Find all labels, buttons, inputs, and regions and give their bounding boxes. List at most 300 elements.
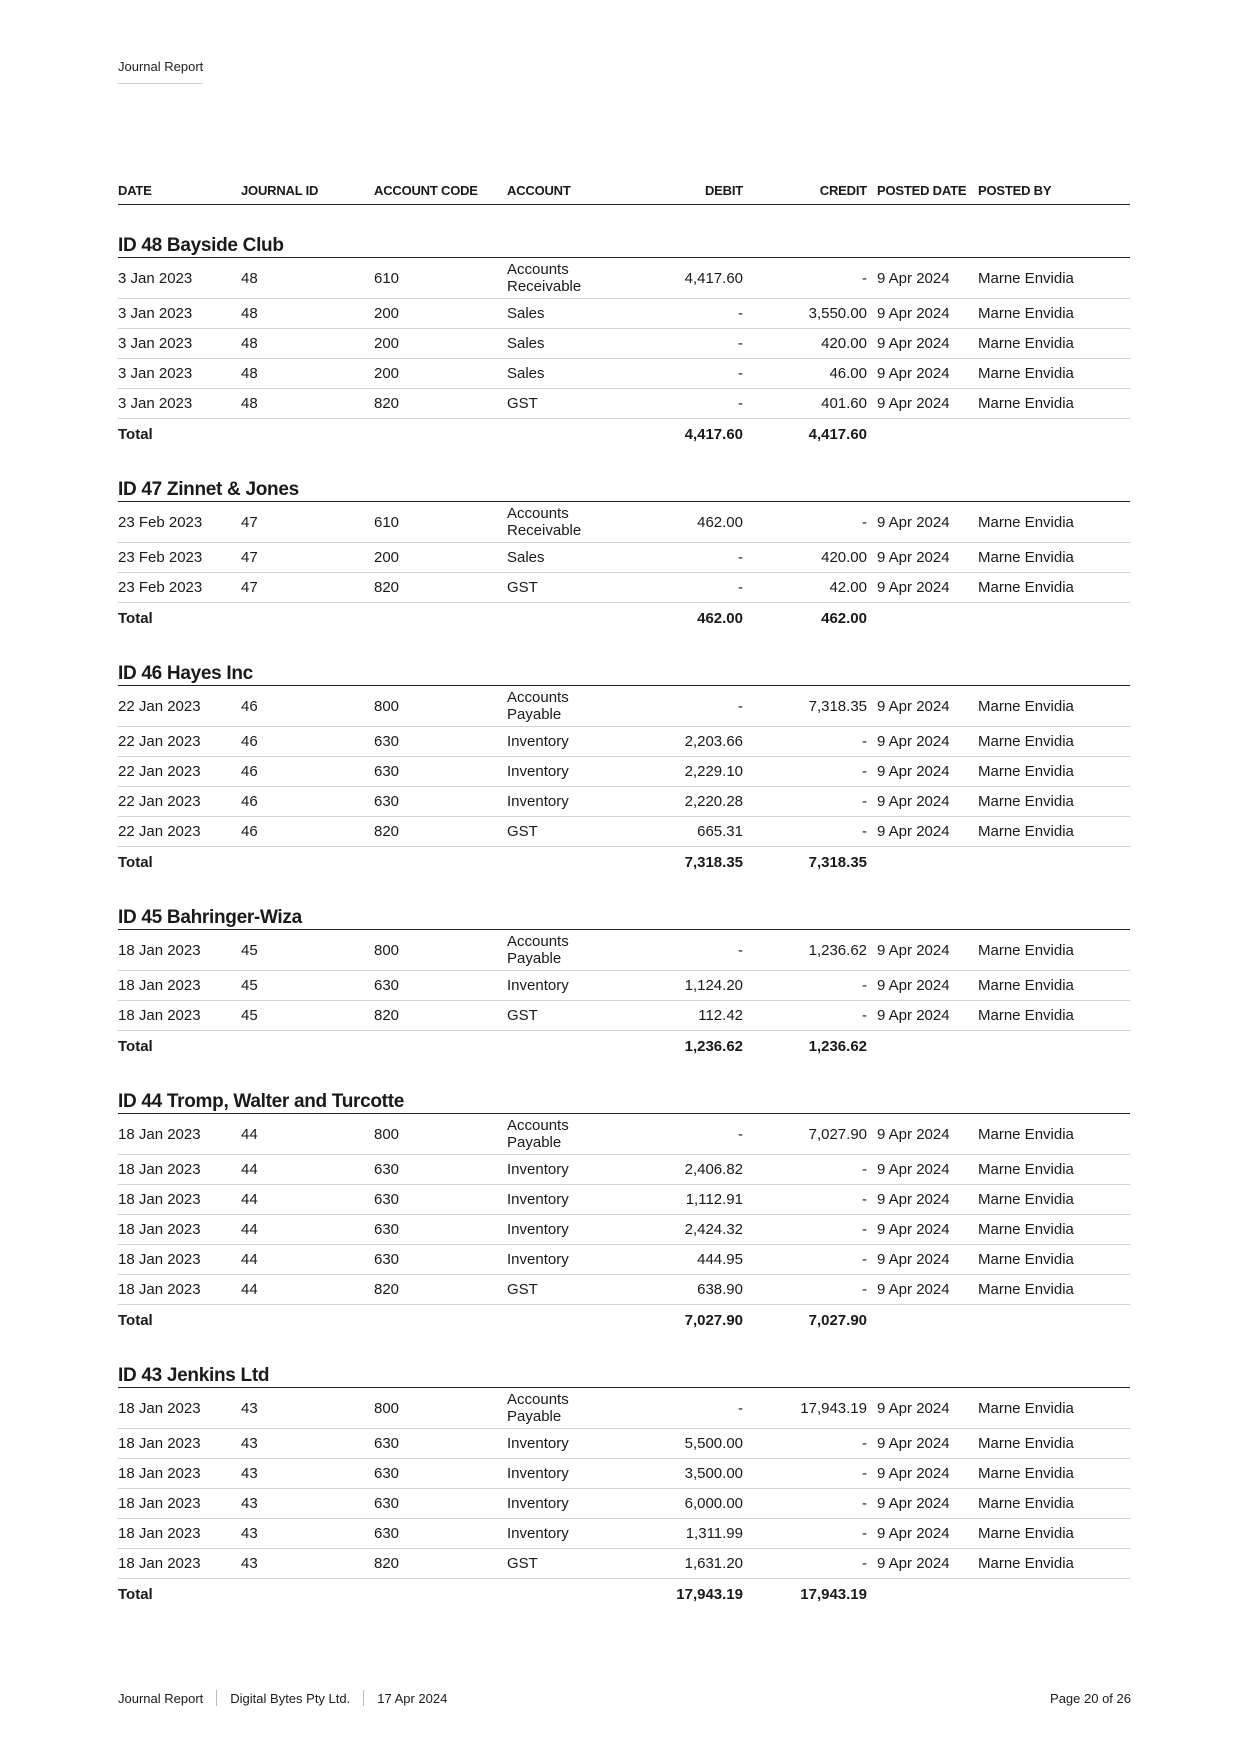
empty-cell bbox=[241, 1579, 374, 1610]
cell-credit: - bbox=[753, 1215, 877, 1245]
cell-journal-id: 48 bbox=[241, 359, 374, 389]
table-row bbox=[118, 502, 1130, 543]
column-header-journal-id: JOURNAL ID bbox=[241, 177, 374, 205]
cell-date: 23 Feb 2023 bbox=[118, 502, 241, 543]
cell-journal-id: 43 bbox=[241, 1519, 374, 1549]
cell-debit: 2,203.66 bbox=[627, 727, 753, 757]
column-header-account-code: ACCOUNT CODE bbox=[374, 177, 507, 205]
cell-journal-id: 46 bbox=[241, 787, 374, 817]
cell-posted-date: 9 Apr 2024 bbox=[877, 1001, 978, 1031]
cell-debit: 444.95 bbox=[627, 1245, 753, 1275]
cell-account: Sales bbox=[507, 359, 627, 389]
empty-cell bbox=[374, 1305, 507, 1336]
cell-account-code: 630 bbox=[374, 757, 507, 787]
table-row bbox=[118, 1429, 1130, 1459]
table-row bbox=[118, 1459, 1130, 1489]
total-row bbox=[118, 419, 1130, 450]
cell-posted-date: 9 Apr 2024 bbox=[877, 1489, 978, 1519]
empty-cell bbox=[374, 603, 507, 634]
cell-debit: - bbox=[627, 299, 753, 329]
empty-cell bbox=[241, 419, 374, 450]
table-row bbox=[118, 1114, 1130, 1155]
cell-debit: 1,631.20 bbox=[627, 1549, 753, 1579]
cell-posted-date: 9 Apr 2024 bbox=[877, 502, 978, 543]
cell-credit: - bbox=[753, 258, 877, 299]
cell-account: GST bbox=[507, 817, 627, 847]
cell-account-code: 800 bbox=[374, 930, 507, 971]
cell-posted-by: Marne Envidia bbox=[978, 1114, 1130, 1155]
cell-posted-by: Marne Envidia bbox=[978, 359, 1130, 389]
journal-group-title: ID 46 Hayes Inc bbox=[118, 633, 1130, 686]
cell-credit: - bbox=[753, 502, 877, 543]
cell-posted-date: 9 Apr 2024 bbox=[877, 258, 978, 299]
cell-posted-by: Marne Envidia bbox=[978, 1001, 1130, 1031]
cell-posted-date: 9 Apr 2024 bbox=[877, 1549, 978, 1579]
cell-credit: 42.00 bbox=[753, 573, 877, 603]
cell-posted-date: 9 Apr 2024 bbox=[877, 686, 978, 727]
journal-group-header bbox=[118, 877, 1130, 930]
cell-posted-date: 9 Apr 2024 bbox=[877, 787, 978, 817]
total-label: Total bbox=[118, 425, 153, 443]
cell-debit: - bbox=[627, 359, 753, 389]
cell-credit: - bbox=[753, 1429, 877, 1459]
empty-cell bbox=[507, 1031, 627, 1062]
cell-posted-date: 9 Apr 2024 bbox=[877, 1275, 978, 1305]
table-row bbox=[118, 329, 1130, 359]
cell-posted-date: 9 Apr 2024 bbox=[877, 1155, 978, 1185]
cell-date: 23 Feb 2023 bbox=[118, 573, 241, 603]
cell-credit: 17,943.19 bbox=[753, 1388, 877, 1429]
cell-posted-by: Marne Envidia bbox=[978, 1388, 1130, 1429]
journal-group-header bbox=[118, 205, 1130, 258]
cell-credit: - bbox=[753, 1549, 877, 1579]
cell-credit: - bbox=[753, 1459, 877, 1489]
cell-account-code: 200 bbox=[374, 543, 507, 573]
cell-journal-id: 43 bbox=[241, 1489, 374, 1519]
cell-posted-by: Marne Envidia bbox=[978, 686, 1130, 727]
table-row bbox=[118, 1215, 1130, 1245]
table-row bbox=[118, 1275, 1130, 1305]
cell-account-code: 630 bbox=[374, 1459, 507, 1489]
cell-account: Inventory bbox=[507, 1459, 627, 1489]
total-credit: 462.00 bbox=[821, 609, 867, 627]
cell-journal-id: 43 bbox=[241, 1549, 374, 1579]
cell-account: Accounts Payable bbox=[507, 1388, 627, 1429]
cell-journal-id: 47 bbox=[241, 573, 374, 603]
cell-credit: 3,550.00 bbox=[753, 299, 877, 329]
cell-account: GST bbox=[507, 389, 627, 419]
column-header-debit: DEBIT bbox=[627, 177, 753, 205]
cell-account: Inventory bbox=[507, 1489, 627, 1519]
table-row bbox=[118, 1489, 1130, 1519]
cell-account: Inventory bbox=[507, 1429, 627, 1459]
footer-date: 17 Apr 2024 bbox=[377, 1690, 448, 1706]
cell-journal-id: 45 bbox=[241, 971, 374, 1001]
empty-cell bbox=[978, 1579, 1130, 1610]
cell-date: 18 Jan 2023 bbox=[118, 1549, 241, 1579]
cell-debit: 2,406.82 bbox=[627, 1155, 753, 1185]
cell-posted-date: 9 Apr 2024 bbox=[877, 543, 978, 573]
table-row bbox=[118, 971, 1130, 1001]
total-label: Total bbox=[118, 1311, 153, 1329]
cell-posted-by: Marne Envidia bbox=[978, 1519, 1130, 1549]
cell-account: Accounts Payable bbox=[507, 930, 627, 971]
cell-account-code: 630 bbox=[374, 1519, 507, 1549]
cell-posted-by: Marne Envidia bbox=[978, 1429, 1130, 1459]
cell-credit: 7,027.90 bbox=[753, 1114, 877, 1155]
total-credit: 7,027.90 bbox=[808, 1311, 867, 1329]
footer-page-number: Page 20 of 26 bbox=[1050, 1690, 1131, 1706]
cell-credit: - bbox=[753, 787, 877, 817]
cell-account: Accounts Payable bbox=[507, 686, 627, 727]
total-label: Total bbox=[118, 1585, 153, 1603]
empty-cell bbox=[877, 1305, 978, 1336]
empty-cell bbox=[374, 419, 507, 450]
total-debit: 4,417.60 bbox=[684, 425, 743, 443]
cell-date: 3 Jan 2023 bbox=[118, 258, 241, 299]
total-debit: 7,027.90 bbox=[684, 1311, 743, 1329]
cell-date: 23 Feb 2023 bbox=[118, 543, 241, 573]
cell-date: 18 Jan 2023 bbox=[118, 1388, 241, 1429]
cell-account-code: 630 bbox=[374, 727, 507, 757]
cell-debit: - bbox=[627, 1114, 753, 1155]
cell-posted-by: Marne Envidia bbox=[978, 502, 1130, 543]
cell-account: Inventory bbox=[507, 757, 627, 787]
cell-journal-id: 46 bbox=[241, 727, 374, 757]
cell-date: 18 Jan 2023 bbox=[118, 971, 241, 1001]
cell-account: GST bbox=[507, 1549, 627, 1579]
cell-date: 18 Jan 2023 bbox=[118, 1429, 241, 1459]
cell-account: Inventory bbox=[507, 787, 627, 817]
cell-posted-date: 9 Apr 2024 bbox=[877, 1388, 978, 1429]
total-label: Total bbox=[118, 1037, 153, 1055]
empty-cell bbox=[374, 1031, 507, 1062]
journal-table bbox=[118, 177, 1130, 1609]
cell-account: Accounts Receivable bbox=[507, 258, 627, 299]
cell-posted-by: Marne Envidia bbox=[978, 299, 1130, 329]
cell-debit: 5,500.00 bbox=[627, 1429, 753, 1459]
cell-posted-by: Marne Envidia bbox=[978, 1155, 1130, 1185]
empty-cell bbox=[507, 1579, 627, 1610]
cell-account-code: 820 bbox=[374, 1001, 507, 1031]
cell-date: 18 Jan 2023 bbox=[118, 1001, 241, 1031]
empty-cell bbox=[374, 847, 507, 878]
cell-posted-date: 9 Apr 2024 bbox=[877, 359, 978, 389]
cell-account-code: 800 bbox=[374, 1388, 507, 1429]
cell-debit: - bbox=[627, 1388, 753, 1429]
cell-account-code: 820 bbox=[374, 1549, 507, 1579]
cell-account-code: 800 bbox=[374, 686, 507, 727]
cell-date: 22 Jan 2023 bbox=[118, 817, 241, 847]
cell-account-code: 200 bbox=[374, 329, 507, 359]
cell-posted-date: 9 Apr 2024 bbox=[877, 727, 978, 757]
page-header-title: Journal Report bbox=[118, 59, 203, 84]
empty-cell bbox=[877, 419, 978, 450]
cell-posted-date: 9 Apr 2024 bbox=[877, 1429, 978, 1459]
journal-group-header bbox=[118, 1061, 1130, 1114]
cell-account: Sales bbox=[507, 329, 627, 359]
cell-posted-by: Marne Envidia bbox=[978, 1549, 1130, 1579]
empty-cell bbox=[374, 1579, 507, 1610]
cell-debit: 665.31 bbox=[627, 817, 753, 847]
table-row bbox=[118, 686, 1130, 727]
cell-debit: 2,220.28 bbox=[627, 787, 753, 817]
cell-journal-id: 45 bbox=[241, 930, 374, 971]
cell-debit: 2,424.32 bbox=[627, 1215, 753, 1245]
cell-account: GST bbox=[507, 573, 627, 603]
column-header-date: DATE bbox=[118, 177, 241, 205]
cell-credit: 420.00 bbox=[753, 543, 877, 573]
cell-posted-date: 9 Apr 2024 bbox=[877, 389, 978, 419]
empty-cell bbox=[507, 847, 627, 878]
table-row bbox=[118, 1155, 1130, 1185]
cell-posted-by: Marne Envidia bbox=[978, 787, 1130, 817]
cell-journal-id: 43 bbox=[241, 1459, 374, 1489]
empty-cell bbox=[978, 847, 1130, 878]
table-header-row bbox=[118, 177, 1130, 205]
cell-account-code: 630 bbox=[374, 1185, 507, 1215]
cell-posted-by: Marne Envidia bbox=[978, 1185, 1130, 1215]
empty-cell bbox=[978, 419, 1130, 450]
cell-posted-by: Marne Envidia bbox=[978, 389, 1130, 419]
journal-group-header bbox=[118, 449, 1130, 502]
cell-account-code: 630 bbox=[374, 1429, 507, 1459]
cell-date: 18 Jan 2023 bbox=[118, 1185, 241, 1215]
cell-credit: - bbox=[753, 1185, 877, 1215]
cell-credit: 46.00 bbox=[753, 359, 877, 389]
cell-credit: - bbox=[753, 1275, 877, 1305]
total-debit: 462.00 bbox=[697, 609, 743, 627]
cell-credit: - bbox=[753, 727, 877, 757]
cell-credit: 401.60 bbox=[753, 389, 877, 419]
cell-date: 22 Jan 2023 bbox=[118, 686, 241, 727]
table-row bbox=[118, 817, 1130, 847]
column-header-posted-date: POSTED DATE bbox=[877, 177, 978, 205]
cell-credit: - bbox=[753, 1001, 877, 1031]
cell-posted-by: Marne Envidia bbox=[978, 727, 1130, 757]
cell-account: GST bbox=[507, 1001, 627, 1031]
column-header-credit: CREDIT bbox=[753, 177, 877, 205]
page-footer bbox=[118, 1690, 1131, 1706]
empty-cell bbox=[877, 1579, 978, 1610]
table-row bbox=[118, 573, 1130, 603]
cell-posted-date: 9 Apr 2024 bbox=[877, 1215, 978, 1245]
total-credit: 7,318.35 bbox=[808, 853, 867, 871]
cell-posted-by: Marne Envidia bbox=[978, 329, 1130, 359]
cell-debit: 638.90 bbox=[627, 1275, 753, 1305]
cell-account: Accounts Payable bbox=[507, 1114, 627, 1155]
cell-posted-date: 9 Apr 2024 bbox=[877, 299, 978, 329]
empty-cell bbox=[507, 603, 627, 634]
table-row bbox=[118, 1185, 1130, 1215]
cell-posted-by: Marne Envidia bbox=[978, 757, 1130, 787]
cell-posted-date: 9 Apr 2024 bbox=[877, 1185, 978, 1215]
table-row bbox=[118, 1001, 1130, 1031]
journal-group-title: ID 47 Zinnet & Jones bbox=[118, 449, 1130, 502]
cell-posted-by: Marne Envidia bbox=[978, 1489, 1130, 1519]
cell-posted-date: 9 Apr 2024 bbox=[877, 817, 978, 847]
empty-cell bbox=[877, 603, 978, 634]
cell-posted-date: 9 Apr 2024 bbox=[877, 329, 978, 359]
cell-debit: - bbox=[627, 389, 753, 419]
cell-posted-by: Marne Envidia bbox=[978, 573, 1130, 603]
cell-date: 3 Jan 2023 bbox=[118, 359, 241, 389]
table-row bbox=[118, 1388, 1130, 1429]
cell-account: Inventory bbox=[507, 1245, 627, 1275]
cell-date: 18 Jan 2023 bbox=[118, 1114, 241, 1155]
table-row bbox=[118, 359, 1130, 389]
cell-account: Accounts Receivable bbox=[507, 502, 627, 543]
cell-debit: 462.00 bbox=[627, 502, 753, 543]
cell-date: 3 Jan 2023 bbox=[118, 389, 241, 419]
cell-credit: - bbox=[753, 1489, 877, 1519]
cell-date: 18 Jan 2023 bbox=[118, 1519, 241, 1549]
column-header-posted-by: POSTED BY bbox=[978, 177, 1130, 205]
cell-credit: 7,318.35 bbox=[753, 686, 877, 727]
journal-group-header bbox=[118, 633, 1130, 686]
cell-credit: - bbox=[753, 1245, 877, 1275]
cell-journal-id: 44 bbox=[241, 1114, 374, 1155]
cell-debit: - bbox=[627, 329, 753, 359]
cell-posted-by: Marne Envidia bbox=[978, 817, 1130, 847]
cell-posted-date: 9 Apr 2024 bbox=[877, 930, 978, 971]
cell-account-code: 610 bbox=[374, 502, 507, 543]
cell-journal-id: 43 bbox=[241, 1429, 374, 1459]
cell-debit: - bbox=[627, 543, 753, 573]
empty-cell bbox=[241, 603, 374, 634]
table-row bbox=[118, 757, 1130, 787]
table-row bbox=[118, 258, 1130, 299]
total-row bbox=[118, 603, 1130, 634]
cell-journal-id: 44 bbox=[241, 1275, 374, 1305]
cell-credit: - bbox=[753, 1155, 877, 1185]
cell-journal-id: 48 bbox=[241, 329, 374, 359]
cell-posted-by: Marne Envidia bbox=[978, 543, 1130, 573]
cell-journal-id: 44 bbox=[241, 1215, 374, 1245]
total-row bbox=[118, 1031, 1130, 1062]
cell-posted-date: 9 Apr 2024 bbox=[877, 573, 978, 603]
empty-cell bbox=[241, 847, 374, 878]
cell-posted-date: 9 Apr 2024 bbox=[877, 1245, 978, 1275]
column-header-account: ACCOUNT bbox=[507, 177, 627, 205]
footer-company-name: Digital Bytes Pty Ltd. bbox=[230, 1690, 351, 1706]
cell-journal-id: 48 bbox=[241, 258, 374, 299]
cell-journal-id: 44 bbox=[241, 1155, 374, 1185]
cell-account-code: 630 bbox=[374, 971, 507, 1001]
cell-credit: - bbox=[753, 817, 877, 847]
cell-journal-id: 44 bbox=[241, 1245, 374, 1275]
cell-date: 18 Jan 2023 bbox=[118, 1489, 241, 1519]
cell-account: Sales bbox=[507, 543, 627, 573]
cell-debit: - bbox=[627, 686, 753, 727]
footer-report-name: Journal Report bbox=[118, 1690, 204, 1706]
cell-date: 22 Jan 2023 bbox=[118, 757, 241, 787]
table-row bbox=[118, 1519, 1130, 1549]
cell-account: Inventory bbox=[507, 1155, 627, 1185]
cell-journal-id: 46 bbox=[241, 757, 374, 787]
cell-account-code: 630 bbox=[374, 1155, 507, 1185]
cell-debit: 112.42 bbox=[627, 1001, 753, 1031]
journal-group-title: ID 43 Jenkins Ltd bbox=[118, 1335, 1130, 1388]
cell-account-code: 800 bbox=[374, 1114, 507, 1155]
journal-group-header bbox=[118, 1335, 1130, 1388]
cell-posted-date: 9 Apr 2024 bbox=[877, 1459, 978, 1489]
cell-posted-by: Marne Envidia bbox=[978, 1215, 1130, 1245]
cell-posted-date: 9 Apr 2024 bbox=[877, 1114, 978, 1155]
cell-account: Inventory bbox=[507, 727, 627, 757]
cell-credit: 1,236.62 bbox=[753, 930, 877, 971]
total-label: Total bbox=[118, 609, 153, 627]
cell-account: GST bbox=[507, 1275, 627, 1305]
empty-cell bbox=[978, 603, 1130, 634]
cell-debit: 3,500.00 bbox=[627, 1459, 753, 1489]
table-row bbox=[118, 727, 1130, 757]
cell-date: 18 Jan 2023 bbox=[118, 930, 241, 971]
cell-debit: 1,124.20 bbox=[627, 971, 753, 1001]
cell-account-code: 630 bbox=[374, 787, 507, 817]
cell-credit: 420.00 bbox=[753, 329, 877, 359]
cell-credit: - bbox=[753, 1519, 877, 1549]
cell-journal-id: 48 bbox=[241, 299, 374, 329]
cell-date: 18 Jan 2023 bbox=[118, 1459, 241, 1489]
empty-cell bbox=[241, 1031, 374, 1062]
table-row bbox=[118, 1245, 1130, 1275]
cell-debit: - bbox=[627, 573, 753, 603]
cell-debit: - bbox=[627, 930, 753, 971]
cell-posted-date: 9 Apr 2024 bbox=[877, 1519, 978, 1549]
cell-account-code: 630 bbox=[374, 1215, 507, 1245]
cell-account: Inventory bbox=[507, 1215, 627, 1245]
footer-separator bbox=[216, 1690, 217, 1706]
total-debit: 17,943.19 bbox=[676, 1585, 743, 1603]
cell-journal-id: 47 bbox=[241, 502, 374, 543]
cell-journal-id: 44 bbox=[241, 1185, 374, 1215]
cell-credit: - bbox=[753, 757, 877, 787]
empty-cell bbox=[978, 1305, 1130, 1336]
cell-journal-id: 43 bbox=[241, 1388, 374, 1429]
cell-account-code: 200 bbox=[374, 299, 507, 329]
cell-journal-id: 46 bbox=[241, 817, 374, 847]
cell-posted-by: Marne Envidia bbox=[978, 1275, 1130, 1305]
total-row bbox=[118, 847, 1130, 878]
table-row bbox=[118, 1549, 1130, 1579]
journal-group-title: ID 48 Bayside Club bbox=[118, 205, 1130, 258]
total-credit: 17,943.19 bbox=[800, 1585, 867, 1603]
cell-account-code: 820 bbox=[374, 817, 507, 847]
cell-account: Sales bbox=[507, 299, 627, 329]
table-row bbox=[118, 543, 1130, 573]
empty-cell bbox=[978, 1031, 1130, 1062]
cell-account: Inventory bbox=[507, 1519, 627, 1549]
table-row bbox=[118, 930, 1130, 971]
empty-cell bbox=[877, 1031, 978, 1062]
cell-journal-id: 45 bbox=[241, 1001, 374, 1031]
cell-date: 18 Jan 2023 bbox=[118, 1245, 241, 1275]
empty-cell bbox=[507, 419, 627, 450]
table-row bbox=[118, 389, 1130, 419]
cell-posted-by: Marne Envidia bbox=[978, 1245, 1130, 1275]
empty-cell bbox=[507, 1305, 627, 1336]
table-row bbox=[118, 299, 1130, 329]
total-row bbox=[118, 1305, 1130, 1336]
cell-credit: - bbox=[753, 971, 877, 1001]
cell-posted-by: Marne Envidia bbox=[978, 971, 1130, 1001]
cell-posted-date: 9 Apr 2024 bbox=[877, 971, 978, 1001]
total-debit: 7,318.35 bbox=[684, 853, 743, 871]
journal-group-title: ID 44 Tromp, Walter and Turcotte bbox=[118, 1061, 1130, 1114]
cell-debit: 1,112.91 bbox=[627, 1185, 753, 1215]
empty-cell bbox=[877, 847, 978, 878]
